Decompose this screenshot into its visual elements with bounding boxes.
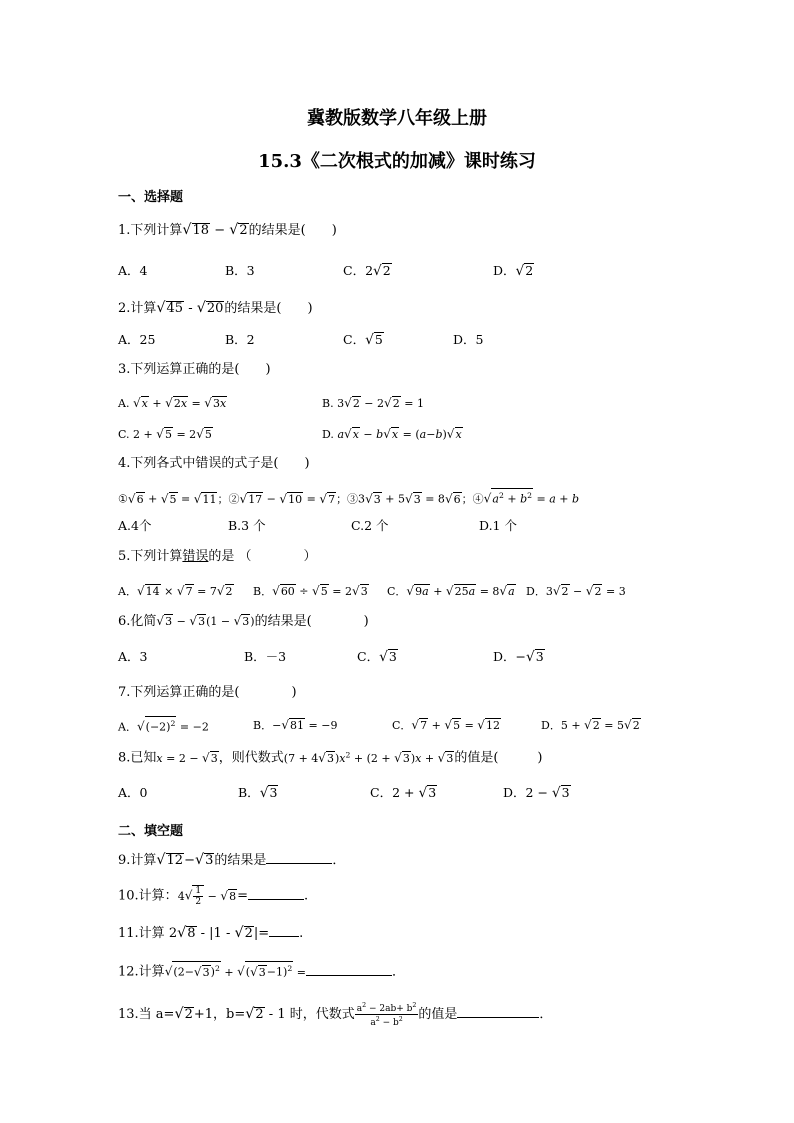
question-11: 11.计算 2√8 - |1 - √2|= .: [118, 925, 304, 941]
document-title: 冀教版数学八年级上册: [307, 108, 487, 129]
q4-option-c: C.2 个: [351, 518, 389, 533]
q1-option-a: A．4: [118, 263, 148, 278]
question-8: 8.已知x = 2 − √3，则代数式$(7 + 4√3)x^2 + (2 + √3)x + √3$的值是( ): [118, 750, 543, 766]
question-1: 1.下列计算√18 − √2的结果是( ): [118, 222, 337, 238]
section-choice-heading: 一、选择题: [118, 190, 184, 205]
q1-option-b: B．3: [225, 263, 255, 278]
q5-option-d: D．3√2 − √2 = 3: [526, 584, 626, 598]
q5-option-b: B．√60 ÷ √5 = 2√3: [253, 584, 368, 598]
question-10: 10.计算：4√ $\frac{1}{2}$ − √8= .: [118, 886, 309, 907]
question-5: 5.下列计算错误的是 （ ）: [118, 549, 317, 564]
q1-option-c: C．2√2: [343, 263, 391, 279]
question-9: 9.计算√12−√3的结果是 ．: [118, 852, 346, 868]
q3-option-b: B. 3√2 − 2√2 = 1: [322, 396, 424, 410]
q6-option-b: B．－3: [244, 649, 287, 664]
q7-option-a: A．$√(-2)^2 = -2$: [118, 716, 209, 737]
q8-option-c: C．2 + √3: [370, 785, 437, 801]
q6-option-c: C．√3: [357, 649, 397, 665]
question-3: 3.下列运算正确的是( ): [118, 362, 271, 377]
q5-option-c: C．√9a + √25a = 8√a: [387, 584, 515, 598]
answer-blank[interactable]: [306, 963, 392, 976]
answer-blank[interactable]: [269, 924, 299, 937]
document-subtitle: 15.3《二次根式的加减》课时练习: [258, 151, 536, 172]
q8-option-d: D．2 − √3: [503, 785, 570, 801]
q2-option-b: B．2: [225, 332, 255, 347]
q7-option-d: D．5 + √2 = 5√2: [541, 718, 640, 732]
question-6: 6.化简√3 − √3(1 − √3)的结果是( ): [118, 614, 369, 629]
answer-blank[interactable]: [457, 1005, 539, 1018]
q7-option-c: C．√7 + √5 = √12: [392, 718, 501, 732]
q4-option-a: A.4个: [118, 518, 152, 533]
question-7: 7.下列运算正确的是( ): [118, 685, 297, 700]
q3-option-c: C. 2 + √5 = 2√5: [118, 427, 212, 441]
q4-option-b: B.3 个: [228, 518, 266, 533]
q4-option-d: D.1 个: [479, 518, 517, 533]
question-12: 12.计算$√(2-√3)^2 + √(√3-1)^2$ = ．: [118, 961, 405, 982]
q8-option-b: B．√3: [238, 785, 278, 801]
q2-option-c: C．√5: [343, 332, 383, 348]
q6-option-a: A．3: [118, 649, 148, 664]
q7-option-b: B．−√81 = −9: [253, 718, 338, 732]
answer-blank[interactable]: [248, 887, 304, 900]
answer-blank[interactable]: [266, 851, 332, 864]
question-4: 4.下列各式中错误的式子是( ): [118, 456, 310, 471]
section-fill-heading: 二、填空题: [118, 824, 184, 839]
q4-statements: ①√6 + √5 = √11；②√17 − √10 = √7；③3√3 + 5√3 = 8√6；$④√a^2 + b^2 = a + b$: [118, 488, 579, 509]
q2-option-a: A．25: [118, 332, 156, 347]
q2-option-d: D．5: [453, 332, 484, 347]
q3-option-a: A. √x + √2x = √3x: [118, 396, 227, 410]
q1-option-d: D．√2: [493, 263, 534, 279]
question-2: 2.计算√45 - √20的结果是( ): [118, 300, 313, 316]
question-13: 13.当 a=√2+1，b=√2 - 1 时，代数式 $\frac{a^2 - 2ab+ b^2}{a^2 - b^2}$ 的值是 ．: [118, 1002, 553, 1028]
q3-option-d: D. a√x − b√x = (a−b)√x: [322, 427, 462, 441]
q5-option-a: A．√14 × √7 = 7√2: [118, 584, 233, 598]
q6-option-d: D．−√3: [493, 649, 544, 665]
q8-option-a: A．0: [118, 785, 148, 800]
